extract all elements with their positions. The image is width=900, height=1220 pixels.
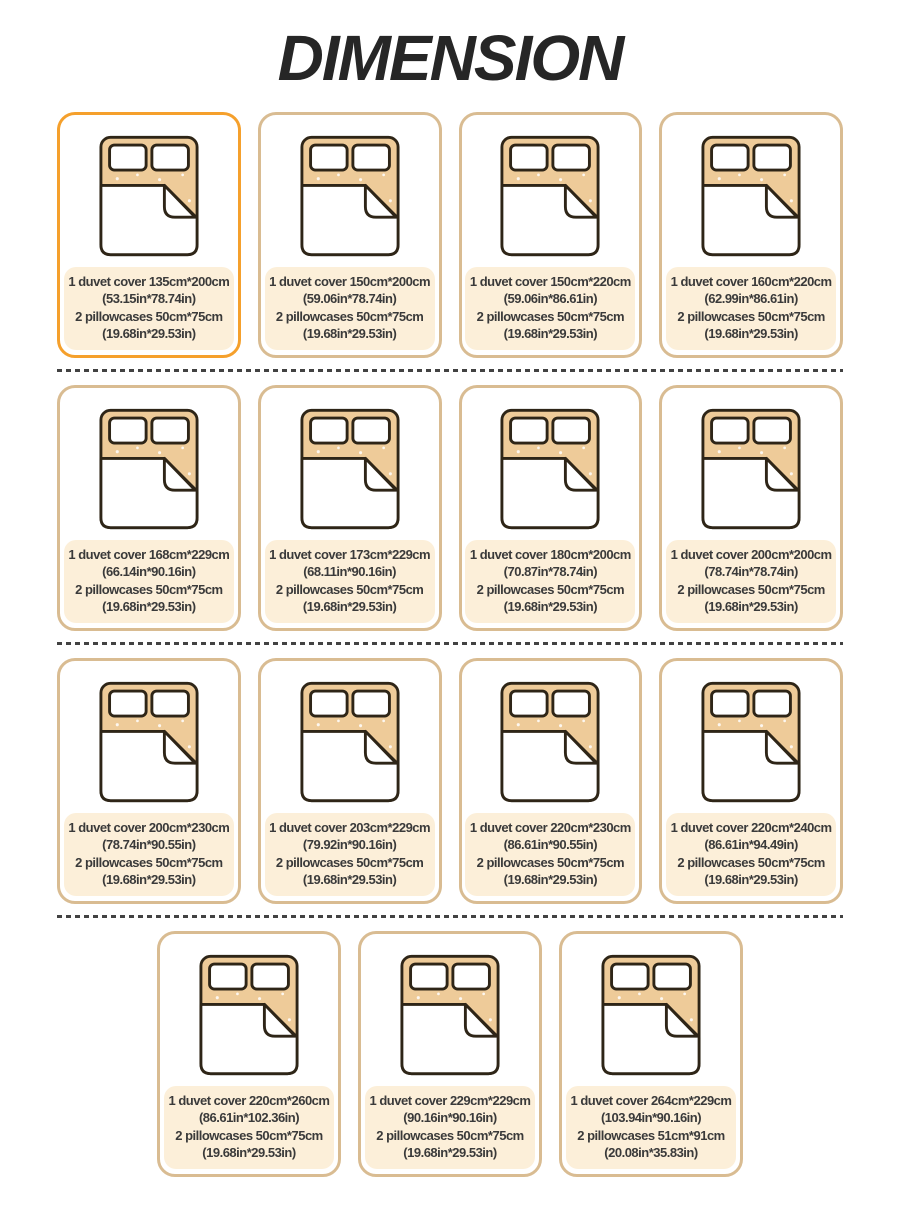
bed-duvet-top-view-icon [99,135,199,257]
bed-duvet-top-view-icon [300,408,400,530]
size-card [659,112,843,358]
bed-duvet-top-view-icon [500,135,600,257]
duvet-size-cm: 1 duvet cover 135cm*200cm [68,273,230,289]
pillow-size-cm: 2 pillowcases 50cm*75cm [677,308,825,324]
duvet-size-cm: 1 duvet cover 168cm*229cm [68,546,230,562]
pillow-size-cm: 2 pillowcases 50cm*75cm [75,308,223,324]
duvet-size-cm: 1 duvet cover 150cm*220cm [469,273,631,289]
duvet-size-in: (66.14in*90.16in) [102,564,196,580]
card-row [57,112,843,358]
bed-duvet-top-view-icon [99,681,199,803]
bed-duvet-top-view-icon [300,135,400,257]
size-label-panel [365,1086,535,1169]
duvet-size-cm: 1 duvet cover 264cm*229cm [570,1092,732,1108]
pillow-size-cm: 2 pillowcases 50cm*75cm [275,308,424,324]
size-card [459,385,643,631]
pillow-size-cm: 2 pillowcases 50cm*75cm [75,581,223,597]
size-label-panel [64,540,234,623]
pillow-size-cm: 2 pillowcases 50cm*75cm [175,1127,323,1143]
pillow-size-in: (19.68in*29.53in) [302,599,397,615]
duvet-size-in: (59.06in*86.61in) [503,291,598,307]
duvet-size-in: (79.92in*90.16in) [302,837,397,853]
duvet-size-in: (86.61in*102.36in) [198,1110,300,1126]
bed-duvet-top-view-icon [701,408,801,530]
pillow-size-in: (19.68in*29.53in) [102,599,196,615]
duvet-size-cm: 1 duvet cover 203cm*229cm [269,819,431,835]
pillow-size-in: (19.68in*29.53in) [503,326,598,342]
dashed-divider [57,642,843,645]
size-card [358,931,542,1177]
duvet-size-cm: 1 duvet cover 220cm*240cm [670,819,832,835]
size-label-panel [566,1086,736,1169]
pillow-size-cm: 2 pillowcases 50cm*75cm [275,854,424,870]
size-label-panel [465,267,635,350]
size-card [659,658,843,904]
bed-duvet-top-view-icon [701,681,801,803]
card-row [57,658,843,904]
pillow-size-in: (19.68in*29.53in) [102,326,196,342]
bed-duvet-top-view-icon [199,954,299,1076]
pillow-size-cm: 2 pillowcases 50cm*75cm [677,854,825,870]
duvet-size-cm: 1 duvet cover 200cm*200cm [670,546,832,562]
pillow-size-cm: 2 pillowcases 50cm*75cm [75,854,223,870]
card-row [57,931,843,1177]
duvet-size-cm: 1 duvet cover 160cm*220cm [670,273,832,289]
duvet-size-in: (78.74in*78.74in) [704,564,798,580]
bed-duvet-top-view-icon [400,954,500,1076]
dimension-infographic [0,22,900,1177]
bed-duvet-top-view-icon [601,954,701,1076]
duvet-size-cm: 1 duvet cover 200cm*230cm [68,819,230,835]
duvet-size-cm: 1 duvet cover 229cm*229cm [369,1092,531,1108]
size-card [258,112,442,358]
size-card [459,112,643,358]
size-card [559,931,743,1177]
pillow-size-in: (19.68in*29.53in) [503,599,598,615]
pillow-size-in: (19.68in*29.53in) [704,599,798,615]
size-label-panel [465,540,635,623]
pillow-size-in: (20.08in*35.83in) [604,1145,698,1161]
pillow-size-cm: 2 pillowcases 50cm*75cm [677,581,825,597]
size-label-panel [666,813,836,896]
pillow-size-in: (19.68in*29.53in) [704,326,798,342]
pillow-size-in: (19.68in*29.53in) [704,872,798,888]
cards-grid [0,112,900,1177]
size-label-panel [265,540,435,623]
duvet-size-in: (68.11in*90.16in) [303,564,396,580]
duvet-size-in: (86.61in*90.55in) [503,837,598,853]
duvet-size-in: (62.99in*86.61in) [704,291,798,307]
duvet-size-in: (53.15in*78.74in) [102,291,196,307]
pillow-size-cm: 2 pillowcases 50cm*75cm [476,581,625,597]
dashed-divider [57,369,843,372]
bed-duvet-top-view-icon [99,408,199,530]
size-label-panel [265,267,435,350]
bed-duvet-top-view-icon [500,681,600,803]
duvet-size-in: (103.94in*90.16in) [600,1110,702,1126]
pillow-size-cm: 2 pillowcases 50cm*75cm [376,1127,524,1143]
pillow-size-cm: 2 pillowcases 50cm*75cm [476,308,625,324]
size-label-panel [666,267,836,350]
size-card [157,931,341,1177]
page-title: DIMENSION [277,22,623,94]
size-card [258,658,442,904]
dashed-divider [57,915,843,918]
duvet-size-cm: 1 duvet cover 173cm*229cm [269,546,431,562]
card-row [57,385,843,631]
pillow-size-cm: 2 pillowcases 51cm*91cm [577,1127,725,1143]
pillow-size-in: (19.68in*29.53in) [102,872,196,888]
size-card [659,385,843,631]
size-label-panel [64,813,234,896]
duvet-size-cm: 1 duvet cover 150cm*200cm [269,273,431,289]
pillow-size-in: (19.68in*29.53in) [503,872,598,888]
size-label-panel [64,267,234,350]
duvet-size-cm: 1 duvet cover 180cm*200cm [469,546,631,562]
duvet-size-in: (86.61in*94.49in) [704,837,798,853]
size-label-panel [666,540,836,623]
bed-duvet-top-view-icon [701,135,801,257]
pillow-size-in: (19.68in*29.53in) [403,1145,497,1161]
size-label-panel [465,813,635,896]
size-card [57,385,241,631]
size-label-panel [164,1086,334,1169]
duvet-size-in: (78.74in*90.55in) [102,837,196,853]
pillow-size-in: (19.68in*29.53in) [302,326,397,342]
duvet-size-in: (70.87in*78.74in) [503,564,598,580]
size-label-panel [265,813,435,896]
size-card [459,658,643,904]
bed-duvet-top-view-icon [300,681,400,803]
pillow-size-in: (19.68in*29.53in) [202,1145,296,1161]
duvet-size-cm: 1 duvet cover 220cm*260cm [168,1092,330,1108]
size-card [57,658,241,904]
pillow-size-cm: 2 pillowcases 50cm*75cm [275,581,424,597]
size-card [258,385,442,631]
duvet-size-in: (90.16in*90.16in) [403,1110,497,1126]
pillow-size-in: (19.68in*29.53in) [302,872,397,888]
bed-duvet-top-view-icon [500,408,600,530]
pillow-size-cm: 2 pillowcases 50cm*75cm [476,854,625,870]
duvet-size-cm: 1 duvet cover 220cm*230cm [469,819,631,835]
duvet-size-in: (59.06in*78.74in) [302,291,397,307]
size-card [57,112,241,358]
